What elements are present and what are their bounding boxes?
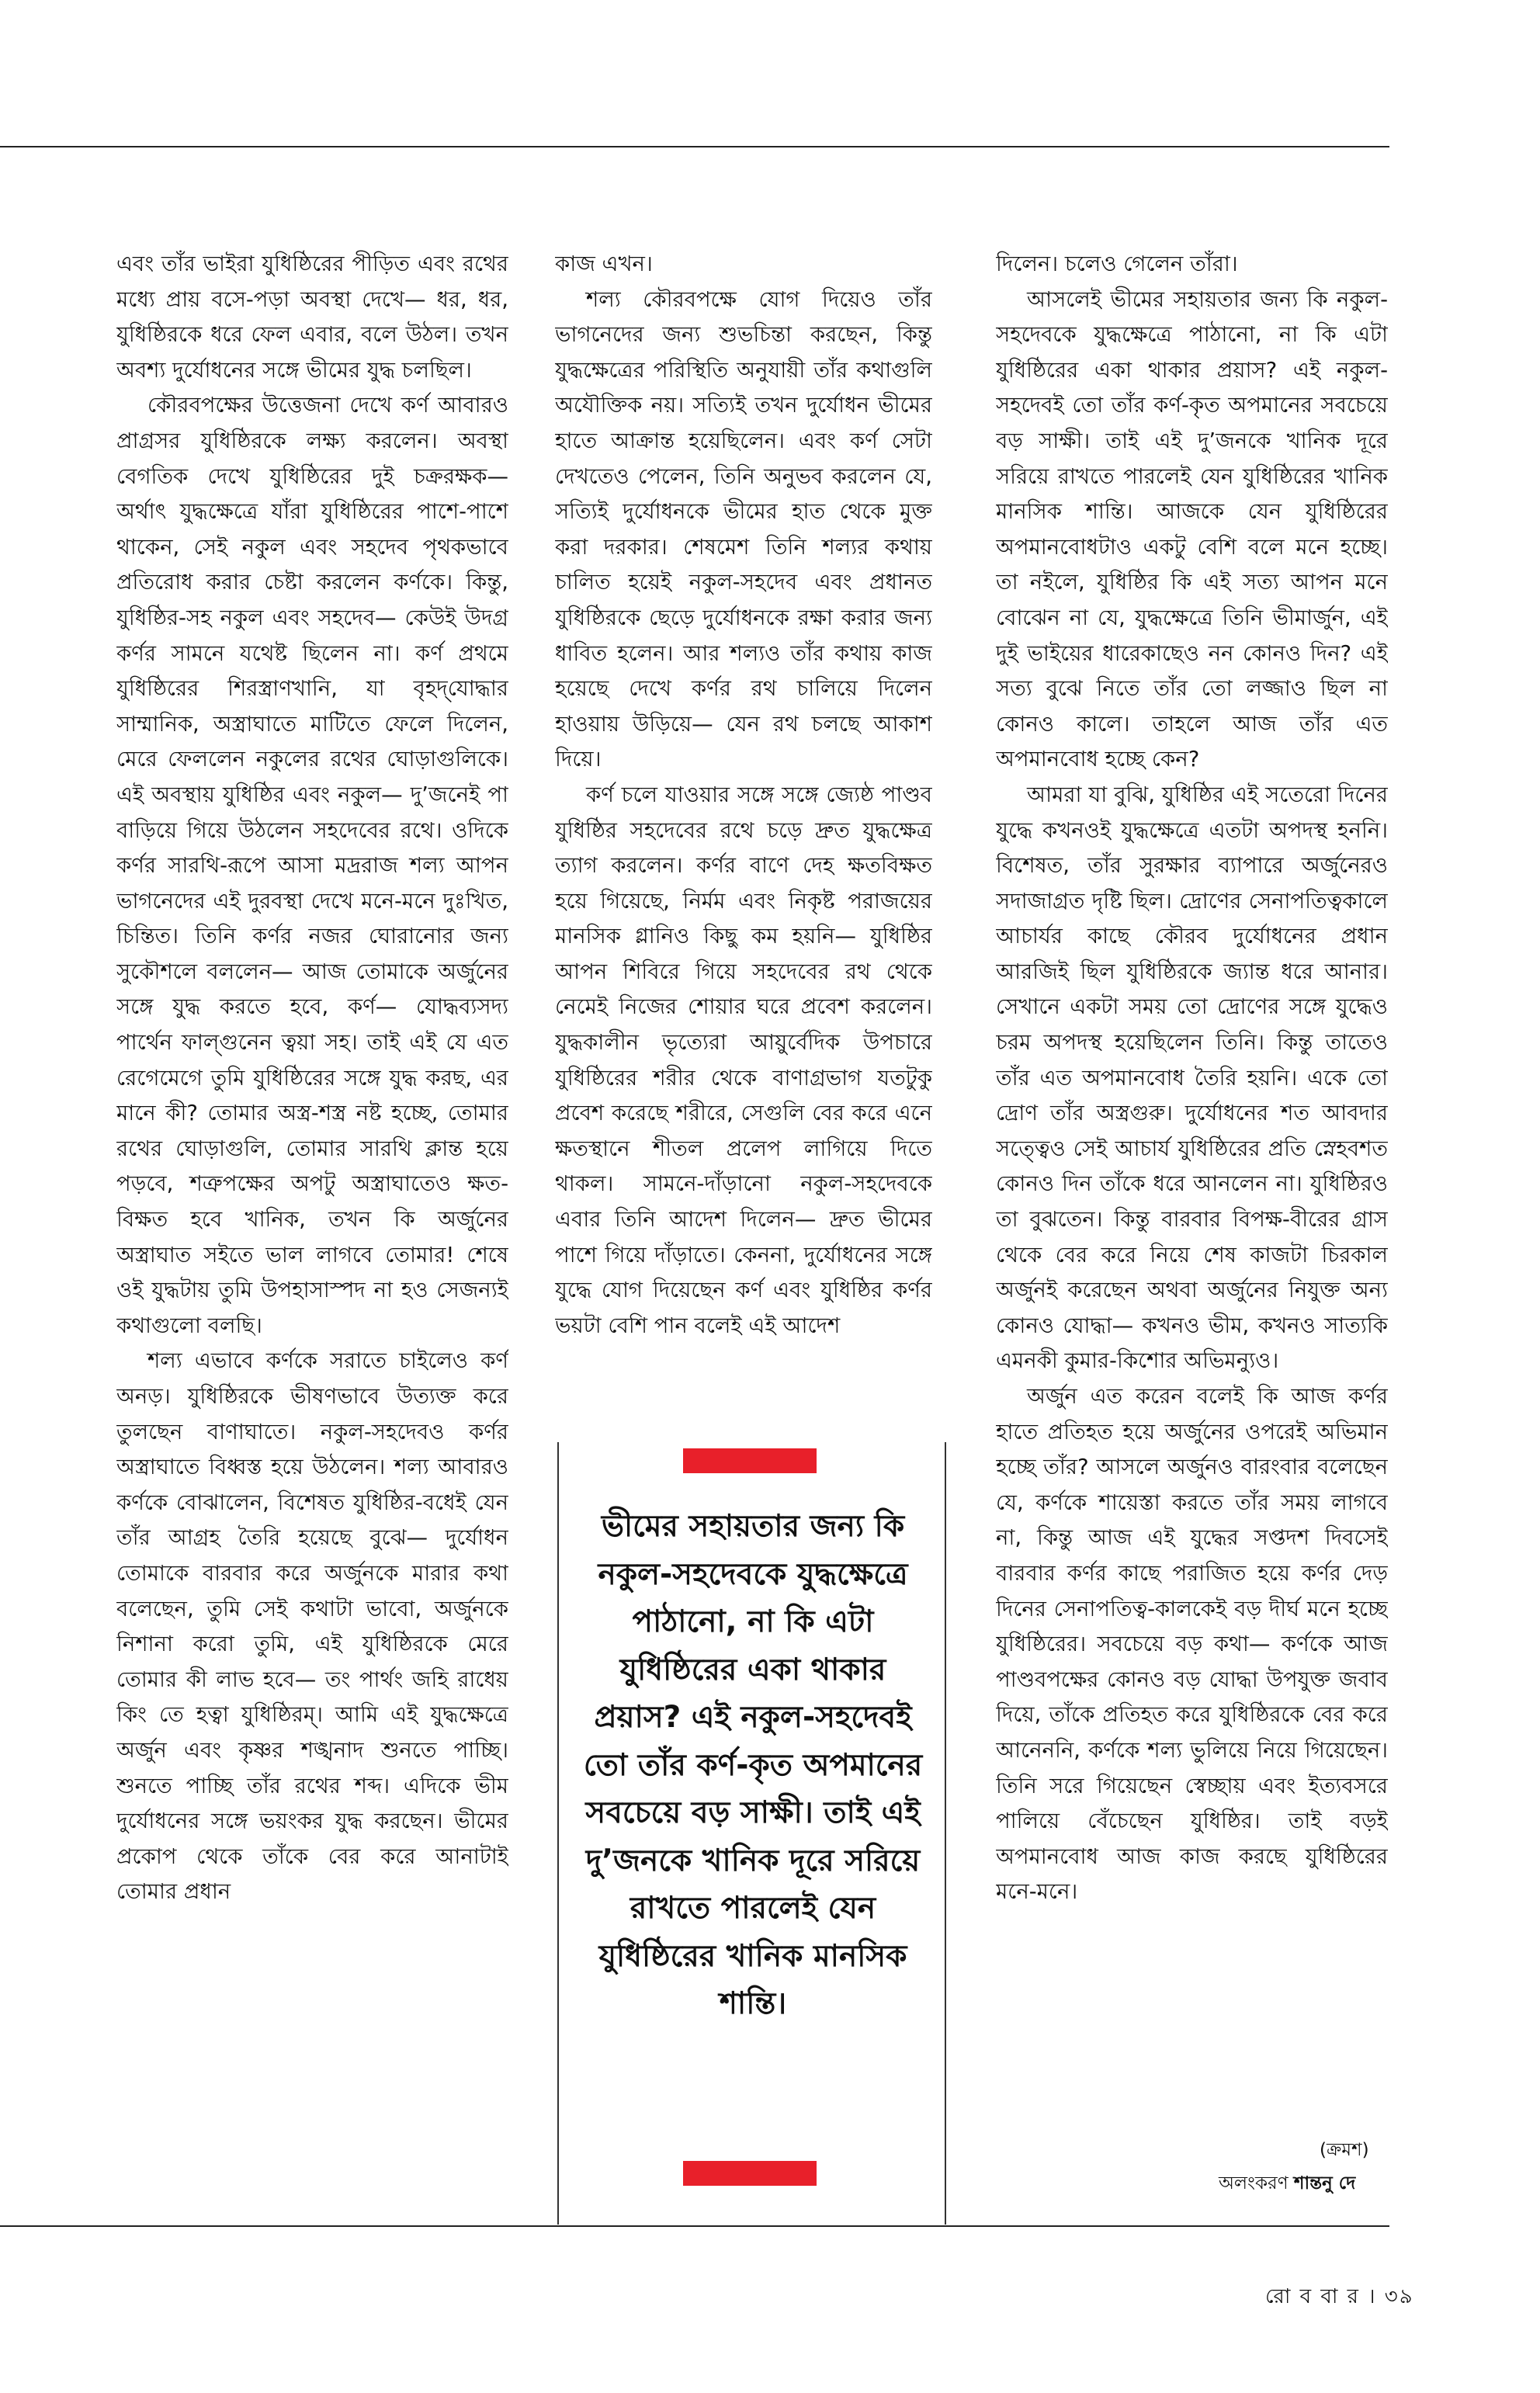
- bottom-rule: [0, 2225, 1389, 2227]
- article-column-2: [555, 247, 932, 1423]
- credit-name: শান্তনু দে: [1293, 2173, 1356, 2194]
- paragraph: আমরা যা বুঝি, যুধিষ্ঠির এই সতেরো দিনের যুদ্ধে কখনওই যুদ্ধক্ষেত্রে এতটা অপদস্থ হননি। বিশেষত, তাঁর সুরক্ষার ব্যাপারে অর্জুনেরও সদাজাগ্রত দৃষ্টি ছিল। দ্রোণের সেনাপতিত্বকালে আচার্যর কাছে কৌরব দুর্যোধনের প্রধান আরজিই ছিল যুধিষ্ঠিরকে জ্যান্ত ধরে আনার। সেখানে একটা সময় তো দ্রোণের সঙ্গে যুদ্ধেও চরম অপদস্থ হয়েছিলেন তিনি। কিন্তু তাতেও তাঁর এত অপমানবোধ তৈরি হয়নি। একে তো দ্রোণ তাঁর অস্ত্রগুরু। দুর্যোধনের শত আবদার সত্ত্বেও সেই আচার্য যুধিষ্ঠিরের প্রতি স্নেহবশত কোনও দিন তাঁকে ধরে আনলেন না। যুধিষ্ঠিরও তা বুঝতেন। কিন্তু বারবার বিপক্ষ-বীরের গ্রাস থেকে বের করে নিয়ে শেষ কাজটা চিরকাল অর্জুনই করেছেন অথবা অর্জুনের নিযুক্ত অন্য কোনও যোদ্ধা— কখনও ভীম, কখনও সাত্যকি এমনকী কুমার-কিশোর অভিমন্যুও।: [996, 782, 1388, 1374]
- pullquote: ভীমের সহায়তার জন্য কি নকুল-সহদেবকে যুদ্ধক্ষেত্রে পাঠানো, না কি এটা যুধিষ্ঠিরের একা থাকার প্রয়াস? এই নকুল-সহদেবই তো তাঁর কর্ণ-কৃত অপমানের সবচেয়ে বড় সাক্ষী। তাই এই দু’জনকে খানিক দূরে সরিয়ে রাখতে পারলেই যেন যুধিষ্ঠিরের খানিক মানসিক শান্তি।: [583, 1509, 923, 2021]
- article-column-1: [116, 247, 508, 2203]
- top-rule: [0, 146, 1389, 147]
- article-column-3: [996, 247, 1388, 2203]
- continued-note: (ক্রমশ): [1320, 2140, 1369, 2160]
- paragraph: আসলেই ভীমের সহায়তার জন্য কি নকুল-সহদেবকে যুদ্ধক্ষেত্রে পাঠানো, না কি এটা যুধিষ্ঠিরের একা থাকার প্রয়াস? এই নকুল-সহদেবই তো তাঁর কর্ণ-কৃত অপমানের সবচেয়ে বড় সাক্ষী। তাই এই দু’জনকে খানিক দূরে সরিয়ে রাখতে পারলেই যেন যুধিষ্ঠিরের খানিক মানসিক শান্তি। আজকে যেন যুধিষ্ঠিরের অপমানবোধটাও একটু বেশি বলে মনে হচ্ছে। তা নইলে, যুধিষ্ঠির কি এই সত্য আপন মনে বোঝেন না যে, যুদ্ধক্ষেত্রে তিনি ভীমার্জুন, এই দুই ভাইয়ের ধারেকাছেও নন কোনও দিন? এই সত্য বুঝে নিতে তাঁর তো লজ্জাও ছিল না কোনও কালে। তাহলে আজ তাঁর এত অপমানবোধ হচ্ছে কেন?: [996, 286, 1388, 772]
- pullquote-left-divider: [557, 1442, 559, 2225]
- paragraph: কৌরবপক্ষের উত্তেজনা দেখে কর্ণ আবারও প্রাগ্রসর যুধিষ্ঠিরকে লক্ষ্য করলেন। অবস্থা বেগতিক দেখে যুধিষ্ঠিরের দুই চক্ররক্ষক— অর্থাৎ যুদ্ধক্ষেত্রে যাঁরা যুধিষ্ঠিরের পাশে-পাশে থাকেন, সেই নকুল এবং সহদেব পৃথকভাবে প্রতিরোধ করার চেষ্টা করলেন কর্ণকে। কিন্তু, যুধিষ্ঠির-সহ নকুল এবং সহদেব— কেউই উদগ্র কর্ণর সামনে যথেষ্ট ছিলেন না। কর্ণ প্রথমে যুধিষ্ঠিরের শিরস্ত্রাণখানি, যা বৃহদ্‌যোদ্ধার সাম্মানিক, অস্ত্রাঘাতে মাটিতে ফেলে দিলেন, মেরে ফেললেন নকুলের রথের ঘোড়াগুলিকে। এই অবস্থায় যুধিষ্ঠির এবং নকুল— দু’জনেই পা বাড়িয়ে গিয়ে উঠলেন সহদেবের রথে। ওদিকে কর্ণর সারথি-রূপে আসা মদ্ররাজ শল্য আপন ভাগনেদের এই দুরবস্থা দেখে মনে-মনে দুঃখিত, চিন্তিত। তিনি কর্ণর নজর ঘোরানোর জন্য সুকৌশলে বললেন— আজ তোমাকে অর্জুনের সঙ্গে যুদ্ধ করতে হবে, কর্ণ— যোদ্ধব্যসদ্য পার্থেন ফাল্গুনেন ত্বয়া সহ। তাই এই যে এত রেগেমেগে তুমি যুধিষ্ঠিরের সঙ্গে যুদ্ধ করছ, এর মানে কী? তোমার অস্ত্র-শস্ত্র নষ্ট হচ্ছে, তোমার রথের ঘোড়াগুলি, তোমার সারথি ক্লান্ত হয়ে পড়বে, শত্রুপক্ষের অপটু অস্ত্রাঘাতেও ক্ষত-বিক্ষত হবে খানিক, তখন কি অর্জুনের অস্ত্রাঘাত সইতে ভাল লাগবে তোমার! শেষে ওই যুদ্ধটায় তুমি উপহাসাস্পদ না হও সেজন্যই কথাগুলো বলছি।: [116, 393, 508, 1338]
- illustration-credit: [1219, 2172, 1355, 2195]
- credit-label: অলংকরণ: [1219, 2173, 1289, 2194]
- page-folio: রো ব বা র । ৩৯: [1265, 2285, 1414, 2308]
- pullquote-top-accent-bar: [683, 1448, 817, 1473]
- paragraph: শল্য কৌরবপক্ষে যোগ দিয়েও তাঁর ভাগনেদের জন্য শুভচিন্তা করছেন, কিন্তু যুদ্ধক্ষেত্রের পরিস্থিতি অনুযায়ী তাঁর কথাগুলি অযৌক্তিক নয়। সত্যিই তখন দুর্যোধন ভীমের হাতে আক্রান্ত হয়েছিলেন। এবং কর্ণ সেটা দেখতেও পেলেন, তিনি অনুভব করলেন যে, সত্যিই দুর্যোধনকে ভীমের হাত থেকে মুক্ত করা দরকার। শেষমেশ তিনি শল্যর কথায় চালিত হয়েই নকুল-সহদেব এবং প্রধানত যুধিষ্ঠিরকে ছেড়ে দুর্যোধনকে রক্ষা করার জন্য ধাবিত হলেন। আর শল্যও তাঁর কথায় কাজ হয়েছে দেখে কর্ণর রথ চালিয়ে দিলেন হাওয়ায় উড়িয়ে— যেন রথ চলছে আকাশ দিয়ে।: [555, 286, 932, 772]
- pullquote-bottom-accent-bar: [683, 2161, 817, 2186]
- paragraph: কাজ এখন।: [555, 251, 653, 276]
- paragraph: এবং তাঁর ভাইরা যুধিষ্ঠিরের পীড়িত এবং রথের মধ্যে প্রায় বসে-পড়া অবস্থা দেখে— ধর, ধর, যুধিষ্ঠিরকে ধরে ফেল এবার, বলে উঠল। তখন অবশ্য দুর্যোধনের সঙ্গে ভীমের যুদ্ধ চলছিল।: [116, 251, 508, 383]
- paragraph: শল্য এভাবে কর্ণকে সরাতে চাইলেও কর্ণ অনড়। যুধিষ্ঠিরকে ভীষণভাবে উত্যক্ত করে তুলছেন বাণাঘাতে। নকুল-সহদেবও কর্ণর অস্ত্রাঘাতে বিধ্বস্ত হয়ে উঠলেন। শল্য আবারও কর্ণকে বোঝালেন, বিশেষত যুধিষ্ঠির-বধেই যেন তাঁর আগ্রহ তৈরি হয়েছে বুঝে— দুর্যোধন তোমাকে বারবার করে অর্জুনকে মারার কথা বলেছেন, তুমি সেই কথাটা ভাবো, অর্জুনকে নিশানা করো তুমি, এই যুধিষ্ঠিরকে মেরে তোমার কী লাভ হবে— তং পার্থং জহি রাধেয় কিং তে হত্বা যুধিষ্ঠিরম্‌। আমি এই যুদ্ধক্ষেত্রে অর্জুন এবং কৃষ্ণর শঙ্খনাদ শুনতে পাচ্ছি। শুনতে পাচ্ছি তাঁর রথের শব্দ। এদিকে ভীম দুর্যোধনের সঙ্গে ভয়ংকর যুদ্ধ করছেন। ভীমের প্রকোপ থেকে তাঁকে বের করে আনাটাই তোমার প্রধান: [116, 1348, 508, 1905]
- paragraph: কর্ণ চলে যাওয়ার সঙ্গে সঙ্গে জ্যেষ্ঠ পাণ্ডব যুধিষ্ঠির সহদেবের রথে চড়ে দ্রুত যুদ্ধক্ষেত্র ত্যাগ করলেন। কর্ণর বাণে দেহ ক্ষতবিক্ষত হয়ে গিয়েছে, নির্মম এবং নিকৃষ্ট পরাজয়ের মানসিক গ্লানিও কিছু কম হয়নি— যুধিষ্ঠির আপন শিবিরে গিয়ে সহদেবের রথ থেকে নেমেই নিজের শোয়ার ঘরে প্রবেশ করলেন। যুদ্ধকালীন ভৃত্যেরা আয়ুর্বেদিক উপচারে যুধিষ্ঠিরের শরীর থেকে বাণাগ্রভাগ যতটুকু প্রবেশ করেছে শরীরে, সেগুলি বের করে এনে ক্ষতস্থানে শীতল প্রলেপ লাগিয়ে দিতে থাকল। সামনে-দাঁড়ানো নকুল-সহদেবকে এবার তিনি আদেশ দিলেন— দ্রুত ভীমের পাশে গিয়ে দাঁড়াতে। কেননা, দুর্যোধনের সঙ্গে যুদ্ধে যোগ দিয়েছেন কর্ণ এবং যুধিষ্ঠির কর্ণর ভয়টা বেশি পান বলেই এই আদেশ: [555, 782, 932, 1338]
- pullquote-right-divider: [945, 1442, 946, 2225]
- paragraph: অর্জুন এত করেন বলেই কি আজ কর্ণর হাতে প্রতিহত হয়ে অর্জুনের ওপরেই অভিমান হচ্ছে তাঁর? আসলে অর্জুনও বারংবার বলেছেন যে, কর্ণকে শায়েস্তা করতে তাঁর সময় লাগবে না, কিন্তু আজ এই যুদ্ধের সপ্তদশ দিবসেই বারবার কর্ণর কাছে পরাজিত হয়ে কর্ণর দেড় দিনের সেনাপতিত্ব-কালকেই বড় দীর্ঘ মনে হচ্ছে যুধিষ্ঠিরের। সবচেয়ে বড় কথা— কর্ণকে আজ পাণ্ডবপক্ষের কোনও বড় যোদ্ধা উপযুক্ত জবাব দিয়ে, তাঁকে প্রতিহত করে যুধিষ্ঠিরকে বের করে আনেননি, কর্ণকে শল্য ভুলিয়ে নিয়ে গিয়েছেন। তিনি সরে গিয়েছেন স্বেচ্ছায় এবং ইত্যবসরে পালিয়ে বেঁচেছেন যুধিষ্ঠির। তাই বড়ই অপমানবোধ আজ কাজ করছে যুধিষ্ঠিরের মনে-মনে।: [996, 1384, 1388, 1905]
- paragraph: দিলেন। চলেও গেলেন তাঁরা।: [996, 251, 1238, 276]
